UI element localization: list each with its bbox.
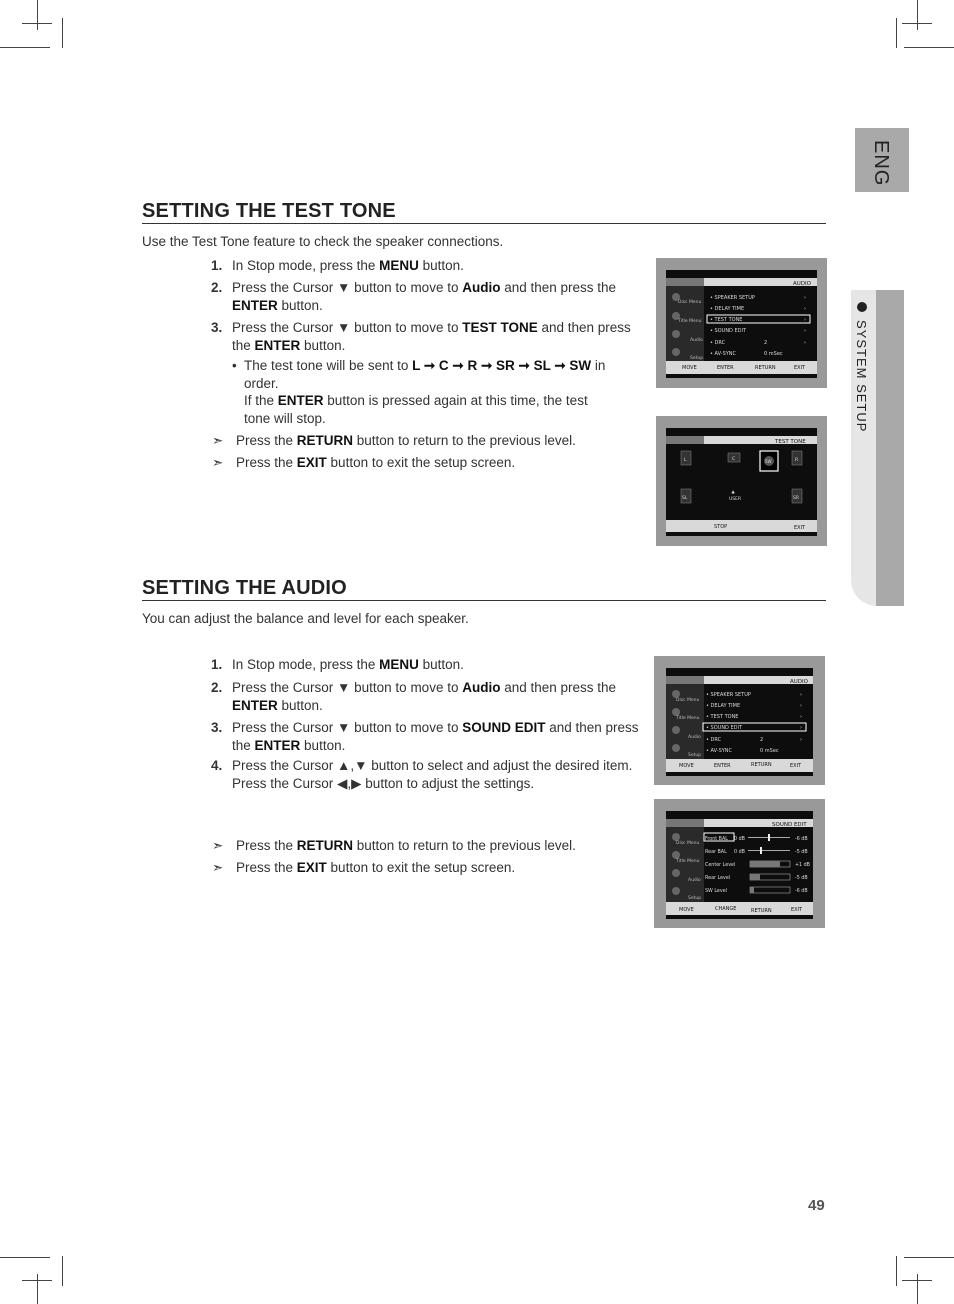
svg-text:Rear BAL: Rear BAL — [705, 850, 727, 855]
title-rule — [142, 600, 826, 601]
svg-text:SOUND EDIT: SOUND EDIT — [772, 822, 807, 828]
svg-text:SW: SW — [765, 459, 772, 464]
svg-text:Disc Menu: Disc Menu — [676, 698, 700, 703]
svg-text:2: 2 — [764, 340, 768, 346]
svg-text:• DELAY TIME: • DELAY TIME — [706, 703, 741, 709]
audio-title: SETTING THE AUDIO — [142, 577, 347, 599]
test-tone-step-2: 2. Press the Cursor ▼ button to move to Audio and then press the ENTER button. — [211, 280, 617, 313]
svg-text:0 mSec: 0 mSec — [760, 748, 779, 754]
svg-text:Setup: Setup — [688, 753, 702, 758]
svg-text:2: 2 — [760, 737, 764, 743]
svg-text:♣: ♣ — [731, 491, 736, 496]
bullet-dot-icon — [857, 302, 867, 312]
sound-edit-screen — [654, 799, 825, 928]
svg-text:• SOUND EDIT: • SOUND EDIT — [710, 328, 747, 334]
svg-text:STOP: STOP — [714, 524, 728, 530]
svg-text:L: L — [684, 458, 687, 463]
svg-text:›: › — [800, 703, 802, 709]
svg-text:R: R — [795, 458, 799, 463]
svg-text:EXIT: EXIT — [791, 907, 803, 913]
svg-text:0 dB: 0 dB — [734, 850, 745, 855]
svg-text:Center Level: Center Level — [705, 863, 736, 868]
audio-note-return: ➣ Press the RETURN button to return to the previous level. — [212, 838, 576, 853]
svg-text:Setup: Setup — [690, 356, 704, 361]
svg-text:• TEST TONE: • TEST TONE — [706, 714, 739, 720]
svg-text:EXIT: EXIT — [790, 763, 802, 769]
svg-text:Title Menu: Title Menu — [676, 716, 700, 721]
svg-text:Disc Menu: Disc Menu — [676, 841, 700, 846]
svg-text:RETURN: RETURN — [755, 365, 776, 371]
svg-text:MOVE: MOVE — [682, 365, 697, 371]
svg-text:0 dB: 0 dB — [734, 837, 745, 842]
svg-text:Setup: Setup — [688, 896, 702, 901]
audio-intro: You can adjust the balance and level for each speaker. — [142, 611, 469, 626]
svg-text:AUDIO: AUDIO — [793, 281, 811, 287]
svg-text:›: › — [804, 340, 806, 346]
language-tab — [855, 128, 909, 192]
arrow-icon: ➣ — [212, 455, 224, 470]
svg-text:-6 dB: -6 dB — [795, 889, 808, 894]
svg-text:›: › — [804, 317, 806, 323]
test-tone-note-return: ➣ Press the RETURN button to return to the previous level. — [212, 433, 576, 448]
svg-text:+1 dB: +1 dB — [795, 863, 810, 868]
svg-text:›: › — [804, 306, 806, 312]
audio-step-4: 4. Press the Cursor ▲,▼ button to select and adjust the desired item. Press the Cursor ◀,▶ button to adjust the settings. — [211, 758, 633, 791]
arrow-icon: ➣ — [212, 838, 224, 853]
svg-text:Audio: Audio — [690, 338, 703, 343]
title-rule — [142, 223, 826, 224]
svg-text:C: C — [732, 457, 736, 462]
test-tone-bullet: • The test tone will be sent to L ➞ C ➞ R ➞ SR ➞ SL ➞ SW in order. If the ENTER button is pressed again at this time, the test tone will stop. — [232, 358, 606, 426]
svg-text:-6 dB: -6 dB — [795, 837, 808, 842]
svg-text:Rear Level: Rear Level — [705, 876, 731, 881]
svg-text:Title Menu: Title Menu — [678, 319, 702, 324]
svg-text:›: › — [800, 692, 802, 698]
audio-step-3: 3. Press the Cursor ▼ button to move to SOUND EDIT and then press the ENTER button. — [211, 720, 639, 753]
svg-text:Front BAL: Front BAL — [705, 837, 728, 842]
svg-text:• SPEAKER SETUP: • SPEAKER SETUP — [710, 295, 755, 301]
svg-text:EXIT: EXIT — [794, 525, 806, 531]
test-tone-step-3: 3. Press the Cursor ▼ button to move to TEST TONE and then press the ENTER button. — [211, 320, 631, 353]
svg-text:• SPEAKER SETUP: • SPEAKER SETUP — [706, 692, 751, 698]
svg-text:-5 dB: -5 dB — [795, 876, 808, 881]
svg-text:SL: SL — [682, 496, 688, 501]
arrow-icon: ➣ — [212, 860, 224, 875]
svg-text:• DRC: • DRC — [710, 340, 726, 346]
svg-text:›: › — [804, 295, 806, 301]
svg-text:• AV-SYNC: • AV-SYNC — [706, 748, 733, 754]
svg-text:RETURN: RETURN — [751, 908, 772, 914]
svg-text:TEST TONE: TEST TONE — [775, 439, 806, 445]
svg-text:Audio: Audio — [688, 735, 701, 740]
svg-text:AUDIO: AUDIO — [790, 679, 808, 685]
language-label: ENG — [870, 140, 892, 187]
svg-text:›: › — [800, 725, 802, 731]
svg-text:USER: USER — [729, 497, 742, 502]
svg-text:• TEST TONE: • TEST TONE — [710, 317, 743, 323]
svg-text:• AV-SYNC: • AV-SYNC — [710, 351, 737, 357]
audio-step-1: 1. In Stop mode, press the MENU button. — [211, 657, 464, 672]
audio-menu-screen-2 — [654, 656, 825, 785]
audio-note-exit: ➣ Press the EXIT button to exit the setup screen. — [212, 860, 516, 875]
svg-text:• SOUND EDIT: • SOUND EDIT — [706, 725, 743, 731]
arrow-icon: ➣ — [212, 433, 224, 448]
svg-text:ENTER: ENTER — [717, 365, 734, 371]
svg-text:›: › — [804, 328, 806, 334]
svg-text:CHANGE: CHANGE — [715, 906, 737, 912]
test-tone-title: SETTING THE TEST TONE — [142, 200, 396, 222]
svg-text:• DRC: • DRC — [706, 737, 722, 743]
svg-text:-5 dB: -5 dB — [795, 850, 808, 855]
svg-text:RETURN: RETURN — [751, 762, 772, 768]
svg-text:Disc Menu: Disc Menu — [678, 300, 702, 305]
svg-text:• DELAY TIME: • DELAY TIME — [710, 306, 745, 312]
svg-text:SR: SR — [793, 496, 799, 501]
svg-text:MOVE: MOVE — [679, 907, 694, 913]
test-tone-screen — [656, 416, 827, 546]
svg-text:MOVE: MOVE — [679, 763, 694, 769]
svg-text:›: › — [800, 737, 802, 743]
section-tab — [851, 290, 904, 606]
svg-text:Audio: Audio — [688, 878, 701, 883]
svg-text:EXIT: EXIT — [794, 365, 806, 371]
audio-menu-screen-1 — [656, 258, 827, 388]
svg-text:ENTER: ENTER — [714, 763, 731, 769]
audio-step-2: 2. Press the Cursor ▼ button to move to Audio and then press the ENTER button. — [211, 680, 617, 713]
test-tone-step-1: 1. In Stop mode, press the MENU button. — [211, 258, 464, 273]
svg-text:SW Level: SW Level — [705, 889, 727, 894]
svg-text:0 mSec: 0 mSec — [764, 351, 783, 357]
svg-text:›: › — [800, 714, 802, 720]
test-tone-note-exit: ➣ Press the EXIT button to exit the setup screen. — [212, 455, 516, 470]
section-label: SYSTEM SETUP — [854, 320, 869, 433]
page-number: 49 — [808, 1197, 825, 1214]
test-tone-intro: Use the Test Tone feature to check the speaker connections. — [142, 234, 504, 249]
svg-text:Title Menu: Title Menu — [676, 859, 700, 864]
